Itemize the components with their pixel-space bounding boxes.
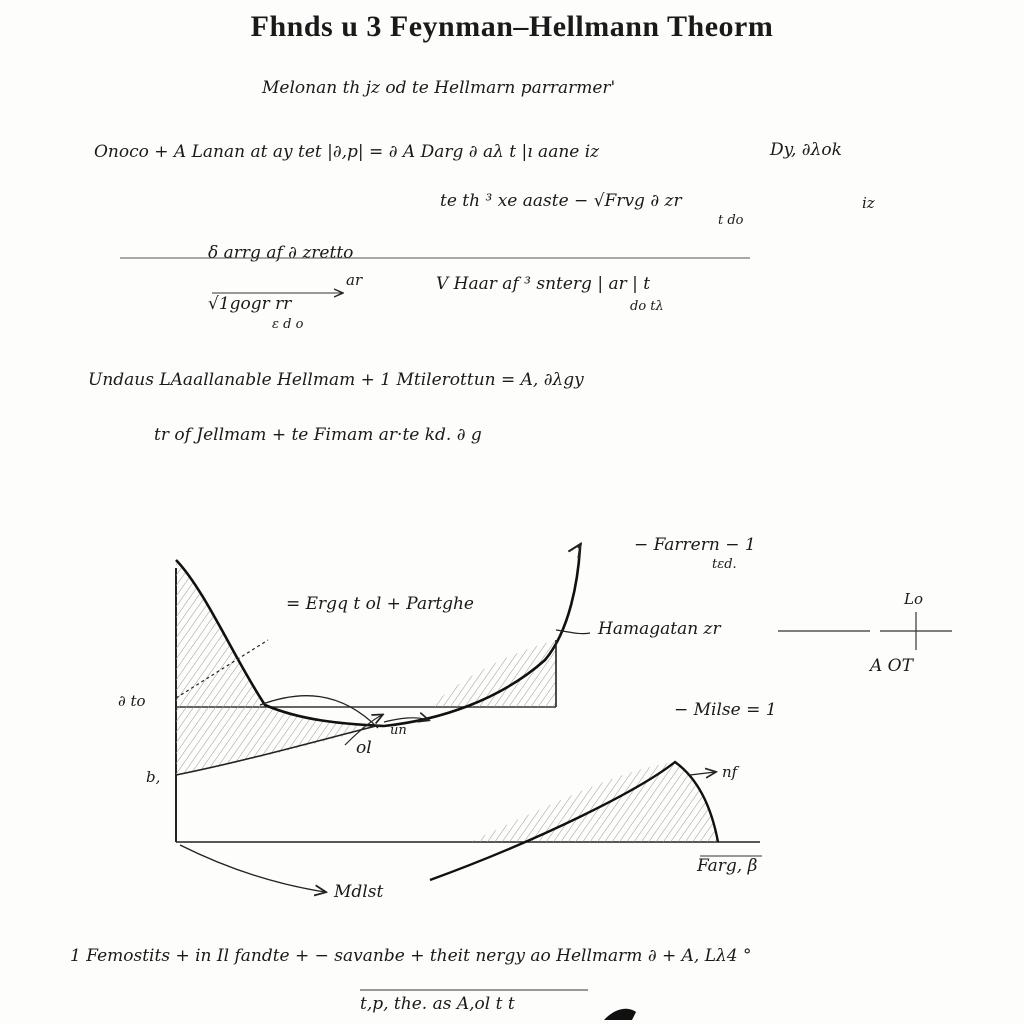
right-label-farrern-sub: tεd. [712, 557, 737, 572]
label-t-to: ∂ to [118, 692, 146, 710]
equation-line-4: Undaus LAaallanable Hellmam + 1 Mtilerottun = A, ∂λgy [88, 370, 584, 390]
label-nf: nf [722, 763, 738, 781]
right-label-hamiltonian: Hamagatan zr [598, 619, 721, 639]
equation-line-3-sqrt: √1gogr rr [208, 294, 292, 314]
label-top-equation: = Ergq t ol + Partghe [286, 594, 474, 614]
label-fary: Farg, β [697, 856, 758, 876]
label-b: b, [146, 768, 161, 786]
label-ol: ol [356, 738, 372, 758]
nf-arrow [690, 772, 715, 775]
mdlst-arrow [180, 845, 325, 892]
equation-line-2-right: iz [862, 194, 875, 212]
label-mdlst: Mdlst [334, 882, 384, 902]
right-label-aor: A OT [870, 656, 913, 676]
hatched-region-right [430, 640, 556, 707]
equation-line-5: tr of Jellmam + te Fimam ar·te kd. ∂ g [154, 425, 482, 445]
equation-line-1: Onoco + A Lanan at ay tet |∂,p| = ∂ A Darg ∂ aλ t |ı aane iz [94, 142, 600, 162]
equation-line-3-left: δ arrg af ∂ zretto [208, 243, 354, 263]
curve-arrowhead [578, 545, 580, 548]
right-label-farrern: − Farrern − 1 [634, 535, 756, 555]
right-label-lo: Lo [904, 590, 923, 608]
bottom-line-2: t,p, the. as A,ol t t [360, 994, 515, 1014]
equation-line-3-sqrt-sub: ε d o [272, 317, 304, 332]
equation-line-3-right: V Haar af ³ snterg | ar | t [436, 274, 651, 294]
page-title: Fhnds u 3 Feynman–Hellmann Theorm [250, 10, 774, 43]
subtitle-line: Melonan th jz od te Hellmarn parrarmer' [262, 78, 616, 98]
hatched-lower-hump [470, 762, 718, 842]
bottom-line-1: 1 Femostits + in Il fandte + − savanbe + theit nergy ao Hellmarm ∂ + A, Lλ4 ° [70, 946, 752, 966]
equation-line-1-right: Dy, ∂λok [770, 140, 842, 160]
label-un: un [390, 723, 407, 738]
right-label-milse: − Milse = 1 [674, 700, 777, 720]
equation-line-3-right-sub: do tλ [630, 299, 664, 314]
equation-line-2: te th ³ xe aaste − √Frvg ∂ zr [440, 191, 682, 211]
ink-blot [604, 1009, 636, 1020]
equation-line-3-ar: ar [346, 271, 363, 289]
equation-line-2-sub: t do [718, 213, 744, 228]
